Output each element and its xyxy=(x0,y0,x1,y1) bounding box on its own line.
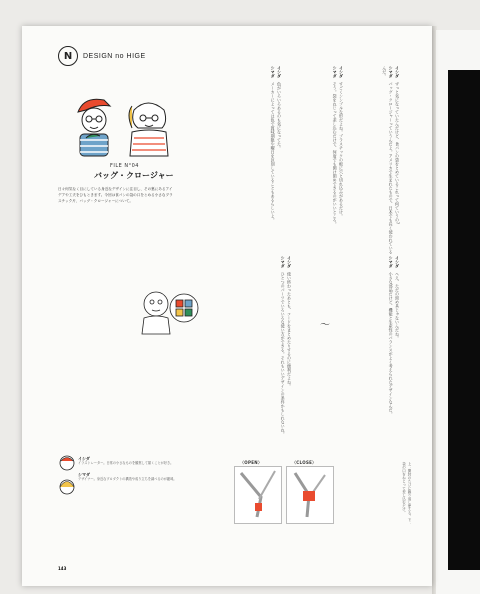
magazine-page xyxy=(22,26,432,586)
profile-shimada xyxy=(78,472,218,482)
file-number: FILE N°04 xyxy=(110,163,139,169)
dialogue-column-2 xyxy=(292,66,344,256)
dialogue-text: へえ、ただの留め具じゃないんだね。 xyxy=(395,272,400,340)
dialogue-text: ずっと気になっていたんだけど、食パンの袋をとめているこれって何ていうの? xyxy=(395,82,400,225)
characters-illustration xyxy=(68,92,178,164)
speaker-name: シマダ xyxy=(332,66,338,78)
open-product-photo xyxy=(234,466,282,524)
profile-text: デザイナー。身近なプロダクトの構造や成り立ちを調べるのが趣味。 xyxy=(78,477,177,481)
intro-text: 日々何気なく目にしている身近なデザインに注目し、その裏にあるアイデアや工夫をひもときます。今回は食パンの袋の口をとめる小さなプラスチック片、バッグ・クロージャーについて。 xyxy=(58,187,173,203)
dialogue-column-3 xyxy=(212,66,282,256)
dialogue-text: バッグ・クロージャーっていうんだよ。アメリカで生まれたもので、日本でも長く使われているんだ。 xyxy=(382,66,394,254)
dialogue-text: すごくシンプルな形だよね。プラスチックの板に穴と切れ込みがあるだけ。 xyxy=(339,82,344,218)
closure-sketch-illustration xyxy=(134,274,206,338)
open-closure-image xyxy=(235,467,281,523)
dialogue-text: そう。袋をねじって差し込むだけで、何度でも開け閉めできるのがいいところ。 xyxy=(332,82,338,226)
feature-title: バッグ・クロージャー xyxy=(94,171,174,180)
right-page-image xyxy=(448,70,480,570)
page-footer xyxy=(58,566,69,571)
dialogue-text: 使い終わったあとも、コードをまとめたりするのに便利だよね。 xyxy=(287,272,292,388)
shimada-avatar xyxy=(58,478,76,496)
speaker-name: イシダ xyxy=(395,256,400,268)
tilde-mark: 〜 xyxy=(320,320,330,331)
speaker-name: イシダ xyxy=(339,66,344,78)
profiles xyxy=(78,456,218,482)
dialogue-column-4 xyxy=(312,256,400,456)
profile-ishida xyxy=(78,456,218,466)
profile-text: イラストレーター。日常の小さなものを観察して描くことが好き。 xyxy=(78,461,174,465)
dialogue-text: メーカーによっては色で賞味期限や曜日を区別していることもあるらしいよ。 xyxy=(270,82,276,222)
close-product-photo xyxy=(286,466,334,524)
ishida-avatar xyxy=(58,454,76,472)
speaker-name: シマダ xyxy=(270,66,276,78)
series-logo xyxy=(58,46,146,66)
logo-text: DESIGN no HIGE xyxy=(83,52,146,60)
speaker-name: シマダ xyxy=(388,256,394,268)
page-number: 143 xyxy=(58,566,67,571)
dialogue-column-1 xyxy=(352,66,400,256)
speaker-name: イシダ xyxy=(395,66,400,78)
shimada-character xyxy=(129,103,168,156)
profile-name: シマダ xyxy=(78,472,90,477)
ishida-character xyxy=(78,99,110,156)
dialogue-text: ひとつのパーツでいろいろな使い方ができる。それもいいデザインの条件かもしれないね。 xyxy=(280,272,286,436)
speaker-name: シマダ xyxy=(280,256,286,268)
speaker-name: シマダ xyxy=(388,66,394,78)
product-caption: 上：開封のたびに繰り返し使える。下：袋の口をねじって差し込むだけ。 xyxy=(402,462,412,525)
right-page xyxy=(436,30,480,594)
dialogue-text: 小さな部品だけど、機能と生産性のバランスがよく考えられたデザインなんだ。 xyxy=(388,272,394,416)
closed-closure-image xyxy=(287,467,333,523)
dialogue-text: 色がいろいろあるのも気になってた。 xyxy=(277,82,282,150)
open-label: 〈OPEN〉 xyxy=(240,460,263,465)
close-label: 〈CLOSE〉 xyxy=(292,460,317,465)
logo-mark: N xyxy=(58,46,78,66)
speaker-name: イシダ xyxy=(277,66,282,78)
profile-name: イシダ xyxy=(78,456,90,461)
speaker-name: イシダ xyxy=(287,256,292,268)
